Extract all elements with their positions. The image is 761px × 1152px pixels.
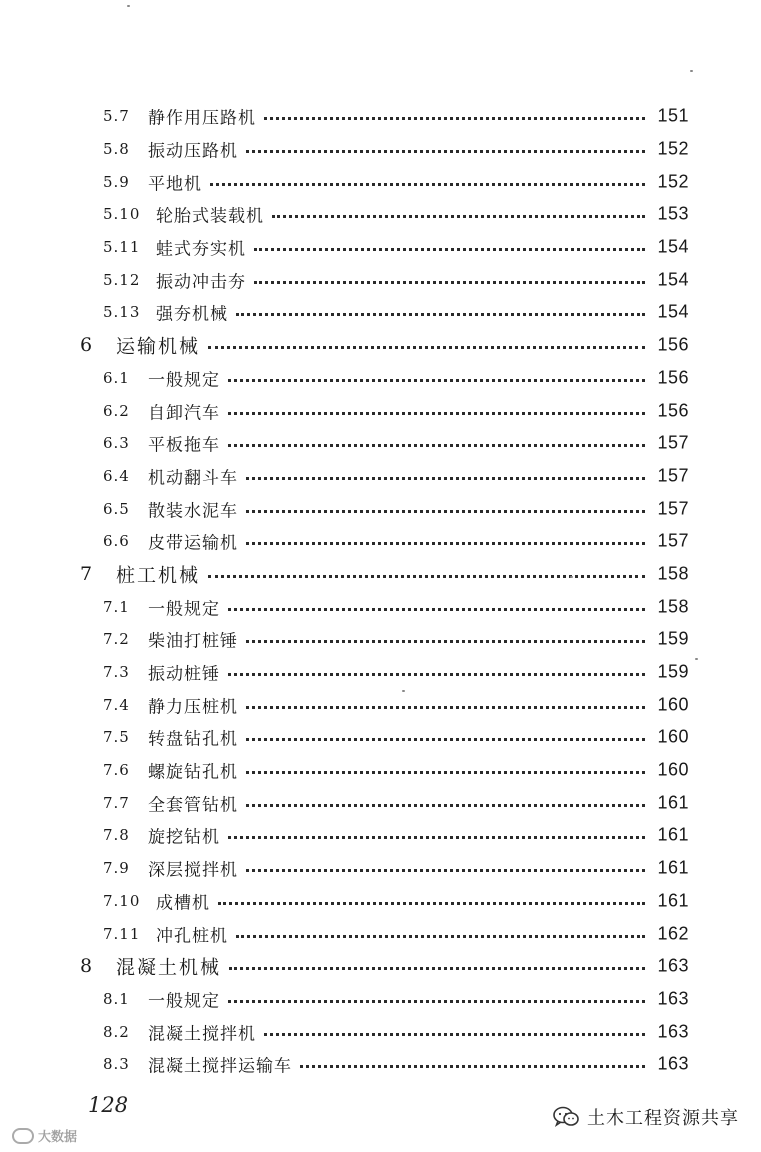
toc-dot-leader (236, 313, 645, 316)
toc-entry-page: 159 (651, 629, 689, 650)
toc-entry-page: 161 (651, 825, 689, 846)
toc-entry-title: 振动冲击夯 (156, 267, 252, 292)
toc-dot-leader (208, 575, 645, 578)
toc-dot-leader (254, 281, 645, 284)
toc-section-row (0, 460, 761, 493)
toc-section-row (0, 133, 761, 166)
toc-dot-leader (228, 673, 645, 676)
scan-speck (127, 5, 130, 7)
toc-entry-number: 5.8 (103, 140, 130, 159)
toc-section-row (0, 100, 761, 133)
toc-entry-page: 157 (651, 498, 689, 519)
toc-dot-leader (228, 836, 645, 839)
toc-section-row (0, 885, 761, 918)
toc-section-row (0, 296, 761, 329)
watermark-left-text: 大数据 (38, 1130, 78, 1145)
toc-entry-number: 6.5 (103, 499, 130, 518)
cc-logo-icon (12, 1128, 34, 1144)
toc-section-row (0, 590, 761, 623)
toc-entry-title: 平板拖车 (148, 431, 226, 456)
toc-dot-leader (246, 542, 645, 545)
toc-entry-number: 5.9 (103, 172, 130, 191)
toc-entry-page: 154 (651, 302, 689, 323)
toc-dot-leader (300, 1065, 645, 1068)
toc-entry-title: 混凝土搅拌机 (148, 1019, 262, 1044)
toc-entry-title: 转盘钻孔机 (148, 725, 244, 750)
toc-entry-page: 158 (651, 563, 689, 584)
toc-section-row (0, 263, 761, 296)
toc-entry-page: 156 (651, 335, 689, 356)
toc-dot-leader (246, 869, 645, 872)
toc-entry-number: 7.4 (103, 695, 130, 714)
toc-entry-page: 161 (651, 890, 689, 911)
toc-dot-leader (246, 640, 645, 643)
toc-chapter-row (0, 558, 761, 591)
toc-entry-title: 混凝土机械 (116, 953, 227, 980)
toc-entry-page: 159 (651, 662, 689, 683)
toc-entry-page: 157 (651, 465, 689, 486)
toc-entry-number: 6.3 (103, 434, 130, 453)
toc-entry-page: 156 (651, 367, 689, 388)
scan-speck (690, 70, 693, 72)
toc-section-row (0, 1048, 761, 1081)
toc-section-row (0, 492, 761, 525)
toc-entry-number: 7.2 (103, 630, 130, 649)
toc-entry-title: 皮带运输机 (148, 529, 244, 554)
toc-entry-page: 161 (651, 858, 689, 879)
toc-dot-leader (210, 183, 645, 186)
toc-entry-number: 7.10 (103, 891, 141, 910)
toc-dot-leader (254, 248, 645, 251)
toc-chapter-row (0, 950, 761, 983)
toc-section-row (0, 427, 761, 460)
toc-entry-page: 160 (651, 727, 689, 748)
page-number: 128 (88, 1093, 129, 1117)
scan-speck (695, 658, 698, 660)
toc-entry-page: 156 (651, 400, 689, 421)
toc-entry-page: 157 (651, 433, 689, 454)
toc-entry-page: 160 (651, 760, 689, 781)
toc-entry-number: 7.1 (103, 597, 130, 616)
toc-entry-page: 162 (651, 923, 689, 944)
toc-section-row (0, 786, 761, 819)
toc-entry-page: 154 (651, 269, 689, 290)
toc-entry-title: 强夯机械 (156, 300, 234, 325)
toc-entry-title: 深层搅拌机 (148, 856, 244, 881)
toc-section-row (0, 1015, 761, 1048)
toc-dot-leader (228, 608, 645, 611)
toc-entry-number: 8.1 (103, 989, 130, 1008)
toc-section-row (0, 983, 761, 1016)
table-of-contents (0, 100, 761, 1081)
toc-entry-title: 旋挖钻机 (148, 823, 226, 848)
toc-dot-leader (229, 967, 645, 970)
toc-section-row (0, 721, 761, 754)
toc-dot-leader (208, 346, 645, 349)
toc-entry-number: 5.7 (103, 107, 130, 126)
toc-dot-leader (246, 150, 645, 153)
toc-entry-title: 振动桩锤 (148, 660, 226, 685)
toc-entry-page: 158 (651, 596, 689, 617)
toc-dot-leader (246, 510, 645, 513)
toc-dot-leader (246, 804, 645, 807)
toc-entry-title: 散装水泥车 (148, 496, 244, 521)
toc-entry-title: 静作用压路机 (148, 104, 262, 129)
toc-entry-title: 柴油打桩锤 (148, 627, 244, 652)
toc-entry-page: 160 (651, 694, 689, 715)
toc-entry-title: 轮胎式装载机 (156, 202, 270, 227)
toc-entry-title: 机动翻斗车 (148, 463, 244, 488)
toc-section-row (0, 394, 761, 427)
toc-entry-number: 5.12 (103, 270, 141, 289)
toc-entry-title: 一般规定 (148, 365, 226, 390)
toc-entry-page: 153 (651, 204, 689, 225)
toc-entry-number: 8.2 (103, 1022, 130, 1041)
toc-dot-leader (228, 379, 645, 382)
toc-section-row (0, 754, 761, 787)
toc-entry-page: 163 (651, 956, 689, 977)
toc-entry-number: 7 (80, 562, 93, 585)
toc-entry-number: 7.5 (103, 728, 130, 747)
watermark-right-text: 土木工程资源共享 (587, 1108, 739, 1129)
toc-entry-page: 152 (651, 171, 689, 192)
toc-dot-leader (246, 477, 645, 480)
scan-speck (570, 576, 573, 578)
toc-section-row (0, 623, 761, 656)
toc-dot-leader (272, 215, 645, 218)
toc-entry-page: 151 (651, 106, 689, 127)
toc-dot-leader (264, 1033, 645, 1036)
toc-section-row (0, 819, 761, 852)
toc-entry-title: 成槽机 (156, 888, 216, 913)
watermark-left (12, 1126, 77, 1145)
toc-entry-title: 平地机 (148, 169, 208, 194)
toc-entry-title: 桩工机械 (116, 560, 206, 587)
toc-entry-page: 154 (651, 237, 689, 258)
toc-entry-title: 运输机械 (116, 332, 206, 359)
toc-entry-page: 163 (651, 1054, 689, 1075)
toc-entry-number: 7.6 (103, 761, 130, 780)
toc-section-row (0, 656, 761, 689)
toc-dot-leader (246, 771, 645, 774)
toc-dot-leader (236, 935, 645, 938)
toc-section-row (0, 688, 761, 721)
toc-entry-number: 7.11 (103, 924, 141, 943)
toc-entry-title: 螺旋钻孔机 (148, 758, 244, 783)
toc-entry-number: 8.3 (103, 1055, 130, 1074)
toc-entry-number: 8 (80, 955, 93, 978)
toc-entry-title: 振动压路机 (148, 137, 244, 162)
toc-section-row (0, 231, 761, 264)
toc-entry-page: 152 (651, 139, 689, 160)
toc-section-row (0, 852, 761, 885)
toc-entry-page: 157 (651, 531, 689, 552)
toc-entry-number: 7.7 (103, 793, 130, 812)
toc-entry-number: 6.6 (103, 532, 130, 551)
toc-entry-title: 混凝土搅拌运输车 (148, 1052, 298, 1077)
toc-entry-number: 7.9 (103, 859, 130, 878)
scan-speck (402, 690, 405, 692)
toc-dot-leader (228, 412, 645, 415)
toc-entry-page: 161 (651, 792, 689, 813)
toc-entry-number: 7.8 (103, 826, 130, 845)
toc-section-row (0, 917, 761, 950)
toc-entry-number: 6 (80, 334, 93, 357)
toc-dot-leader (264, 117, 645, 120)
toc-entry-number: 6.4 (103, 466, 130, 485)
toc-section-row (0, 165, 761, 198)
toc-entry-title: 蛙式夯实机 (156, 235, 252, 260)
toc-dot-leader (246, 706, 645, 709)
toc-entry-title: 一般规定 (148, 594, 226, 619)
toc-dot-leader (228, 444, 645, 447)
watermark-right (553, 1104, 739, 1130)
toc-entry-number: 5.10 (103, 205, 141, 224)
toc-entry-number: 7.3 (103, 663, 130, 682)
toc-section-row (0, 198, 761, 231)
toc-entry-title: 一般规定 (148, 986, 226, 1011)
toc-entry-page: 163 (651, 988, 689, 1009)
toc-section-row (0, 362, 761, 395)
toc-entry-title: 全套管钻机 (148, 790, 244, 815)
toc-dot-leader (228, 1000, 645, 1003)
toc-entry-title: 静力压桩机 (148, 692, 244, 717)
toc-entry-title: 冲孔桩机 (156, 921, 234, 946)
toc-entry-number: 6.1 (103, 368, 130, 387)
toc-chapter-row (0, 329, 761, 362)
toc-entry-number: 5.11 (103, 238, 141, 257)
toc-entry-page: 163 (651, 1021, 689, 1042)
toc-dot-leader (246, 738, 645, 741)
toc-entry-number: 6.2 (103, 401, 130, 420)
toc-entry-title: 自卸汽车 (148, 398, 226, 423)
toc-dot-leader (218, 902, 645, 905)
toc-section-row (0, 525, 761, 558)
toc-entry-number: 5.13 (103, 303, 141, 322)
wechat-icon (553, 1106, 579, 1128)
